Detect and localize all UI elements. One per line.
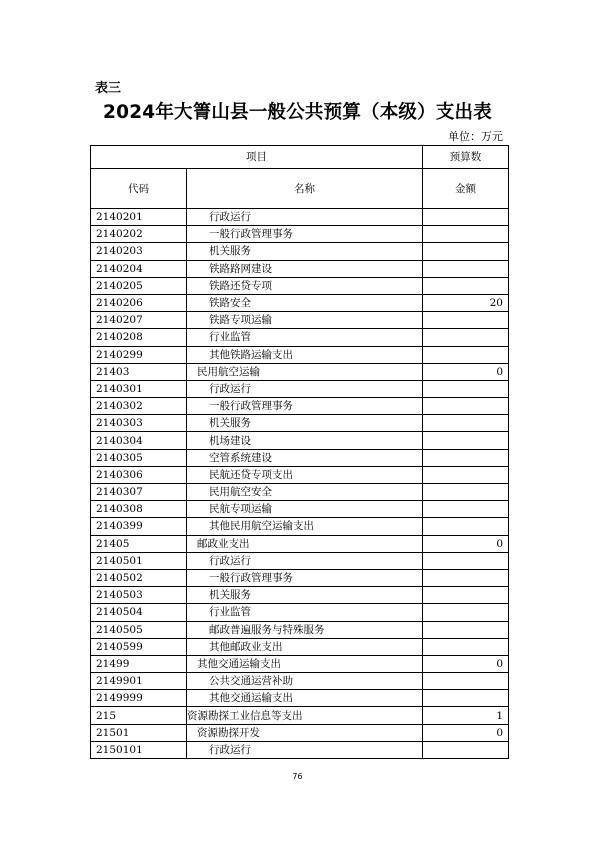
row-code: 2149901 bbox=[91, 673, 187, 690]
row-name: 其他铁路运输支出 bbox=[187, 346, 423, 363]
row-name: 邮政业支出 bbox=[187, 535, 423, 552]
row-code: 2140399 bbox=[91, 518, 187, 535]
row-amount bbox=[423, 466, 509, 483]
row-amount bbox=[423, 449, 509, 466]
header-name: 名称 bbox=[187, 169, 423, 209]
table-row bbox=[91, 501, 509, 518]
row-code: 2140303 bbox=[91, 415, 187, 432]
row-amount bbox=[423, 690, 509, 707]
table-row bbox=[91, 363, 509, 380]
unit-note: 单位：万元 bbox=[448, 130, 503, 143]
row-code: 2140201 bbox=[91, 209, 187, 226]
table-row bbox=[91, 260, 509, 277]
row-code: 21405 bbox=[91, 535, 187, 552]
table-row bbox=[91, 380, 509, 397]
row-amount bbox=[423, 329, 509, 346]
row-code: 2150101 bbox=[91, 741, 187, 758]
table-row bbox=[91, 518, 509, 535]
table-row bbox=[91, 415, 509, 432]
row-code: 2140599 bbox=[91, 638, 187, 655]
row-amount bbox=[423, 552, 509, 569]
table-row bbox=[91, 655, 509, 672]
row-amount bbox=[423, 346, 509, 363]
row-amount: 1 bbox=[423, 707, 509, 724]
row-name: 机关服务 bbox=[187, 415, 423, 432]
row-name: 空管系统建设 bbox=[187, 449, 423, 466]
row-name: 其他交通运输支出 bbox=[187, 655, 423, 672]
row-code: 2140307 bbox=[91, 484, 187, 501]
header-amount: 金额 bbox=[423, 169, 509, 209]
row-name: 其他交通运输支出 bbox=[187, 690, 423, 707]
table-row bbox=[91, 724, 509, 741]
row-code: 2140299 bbox=[91, 346, 187, 363]
row-code: 2140501 bbox=[91, 552, 187, 569]
row-name: 铁路安全 bbox=[187, 294, 423, 311]
table-row bbox=[91, 277, 509, 294]
row-code: 21499 bbox=[91, 655, 187, 672]
table-row bbox=[91, 535, 509, 552]
row-name: 行政运行 bbox=[187, 552, 423, 569]
row-name: 机关服务 bbox=[187, 587, 423, 604]
table-row bbox=[91, 673, 509, 690]
row-amount bbox=[423, 380, 509, 397]
row-amount bbox=[423, 260, 509, 277]
row-code: 2140305 bbox=[91, 449, 187, 466]
table-label: 表三 bbox=[95, 81, 122, 96]
row-name: 资源勘探工业信息等支出 bbox=[187, 707, 423, 724]
table-row bbox=[91, 226, 509, 243]
row-code: 2140502 bbox=[91, 569, 187, 586]
row-name: 一般行政管理事务 bbox=[187, 398, 423, 415]
table-row bbox=[91, 587, 509, 604]
row-name: 机场建设 bbox=[187, 432, 423, 449]
row-amount bbox=[423, 415, 509, 432]
table-row bbox=[91, 312, 509, 329]
row-code: 2140202 bbox=[91, 226, 187, 243]
row-name: 行政运行 bbox=[187, 380, 423, 397]
table-row bbox=[91, 690, 509, 707]
row-name: 民航专项运输 bbox=[187, 501, 423, 518]
row-amount: 0 bbox=[423, 724, 509, 741]
table-row bbox=[91, 604, 509, 621]
row-amount bbox=[423, 312, 509, 329]
row-amount bbox=[423, 432, 509, 449]
row-amount: 0 bbox=[423, 535, 509, 552]
table-row bbox=[91, 638, 509, 655]
row-amount bbox=[423, 226, 509, 243]
row-amount bbox=[423, 604, 509, 621]
row-code: 2140503 bbox=[91, 587, 187, 604]
table-row bbox=[91, 329, 509, 346]
row-name: 铁路还贷专项 bbox=[187, 277, 423, 294]
row-code: 2140206 bbox=[91, 294, 187, 311]
expenditure-table bbox=[90, 145, 509, 759]
header-code: 代码 bbox=[91, 169, 187, 209]
row-name: 民用航空安全 bbox=[187, 484, 423, 501]
row-name: 一般行政管理事务 bbox=[187, 226, 423, 243]
row-name: 公共交通运营补助 bbox=[187, 673, 423, 690]
table-row bbox=[91, 398, 509, 415]
table-row bbox=[91, 243, 509, 260]
row-code: 2140504 bbox=[91, 604, 187, 621]
row-amount: 0 bbox=[423, 363, 509, 380]
row-amount bbox=[423, 673, 509, 690]
row-name: 行业监管 bbox=[187, 329, 423, 346]
row-code: 2140308 bbox=[91, 501, 187, 518]
row-amount bbox=[423, 569, 509, 586]
row-code: 2140306 bbox=[91, 466, 187, 483]
row-code: 21501 bbox=[91, 724, 187, 741]
row-name: 邮政普遍服务与特殊服务 bbox=[187, 621, 423, 638]
row-code: 2140505 bbox=[91, 621, 187, 638]
row-name: 铁路专项运输 bbox=[187, 312, 423, 329]
table-row bbox=[91, 209, 509, 226]
row-name: 其他民用航空运输支出 bbox=[187, 518, 423, 535]
row-amount bbox=[423, 518, 509, 535]
row-amount bbox=[423, 741, 509, 758]
row-name: 民用航空运输 bbox=[187, 363, 423, 380]
row-name: 铁路路网建设 bbox=[187, 260, 423, 277]
header-budget: 预算数 bbox=[423, 146, 509, 169]
row-code: 2140208 bbox=[91, 329, 187, 346]
table-row bbox=[91, 741, 509, 758]
row-amount: 0 bbox=[423, 655, 509, 672]
row-code: 2140204 bbox=[91, 260, 187, 277]
row-name: 资源勘探开发 bbox=[187, 724, 423, 741]
row-name: 民航还贷专项支出 bbox=[187, 466, 423, 483]
row-name: 其他邮政业支出 bbox=[187, 638, 423, 655]
header-row-2 bbox=[91, 169, 509, 209]
row-name: 行政运行 bbox=[187, 209, 423, 226]
row-amount bbox=[423, 243, 509, 260]
row-code: 2140304 bbox=[91, 432, 187, 449]
row-code: 2140203 bbox=[91, 243, 187, 260]
table-row bbox=[91, 346, 509, 363]
row-amount bbox=[423, 277, 509, 294]
row-amount bbox=[423, 638, 509, 655]
row-amount bbox=[423, 501, 509, 518]
row-code: 215 bbox=[91, 707, 187, 724]
table-row bbox=[91, 294, 509, 311]
page-title: 2024年大箐山县一般公共预算（本级）支出表 bbox=[103, 102, 492, 123]
page-number: 76 bbox=[292, 772, 303, 781]
row-amount bbox=[423, 398, 509, 415]
row-name: 一般行政管理事务 bbox=[187, 569, 423, 586]
header-row-1 bbox=[91, 146, 509, 169]
row-amount bbox=[423, 209, 509, 226]
row-code: 2140207 bbox=[91, 312, 187, 329]
table-row bbox=[91, 449, 509, 466]
table-row bbox=[91, 466, 509, 483]
table-row bbox=[91, 569, 509, 586]
row-code: 2140302 bbox=[91, 398, 187, 415]
row-amount bbox=[423, 484, 509, 501]
row-amount: 20 bbox=[423, 294, 509, 311]
row-name: 机关服务 bbox=[187, 243, 423, 260]
table-row bbox=[91, 484, 509, 501]
row-code: 2149999 bbox=[91, 690, 187, 707]
table-row bbox=[91, 621, 509, 638]
table-body bbox=[91, 209, 509, 759]
row-amount bbox=[423, 587, 509, 604]
row-amount bbox=[423, 621, 509, 638]
row-code: 2140301 bbox=[91, 380, 187, 397]
row-code: 21403 bbox=[91, 363, 187, 380]
row-name: 行政运行 bbox=[187, 741, 423, 758]
row-name: 行业监管 bbox=[187, 604, 423, 621]
table-row bbox=[91, 707, 509, 724]
table-row bbox=[91, 552, 509, 569]
table-row bbox=[91, 432, 509, 449]
row-code: 2140205 bbox=[91, 277, 187, 294]
header-project: 项目 bbox=[91, 146, 423, 169]
